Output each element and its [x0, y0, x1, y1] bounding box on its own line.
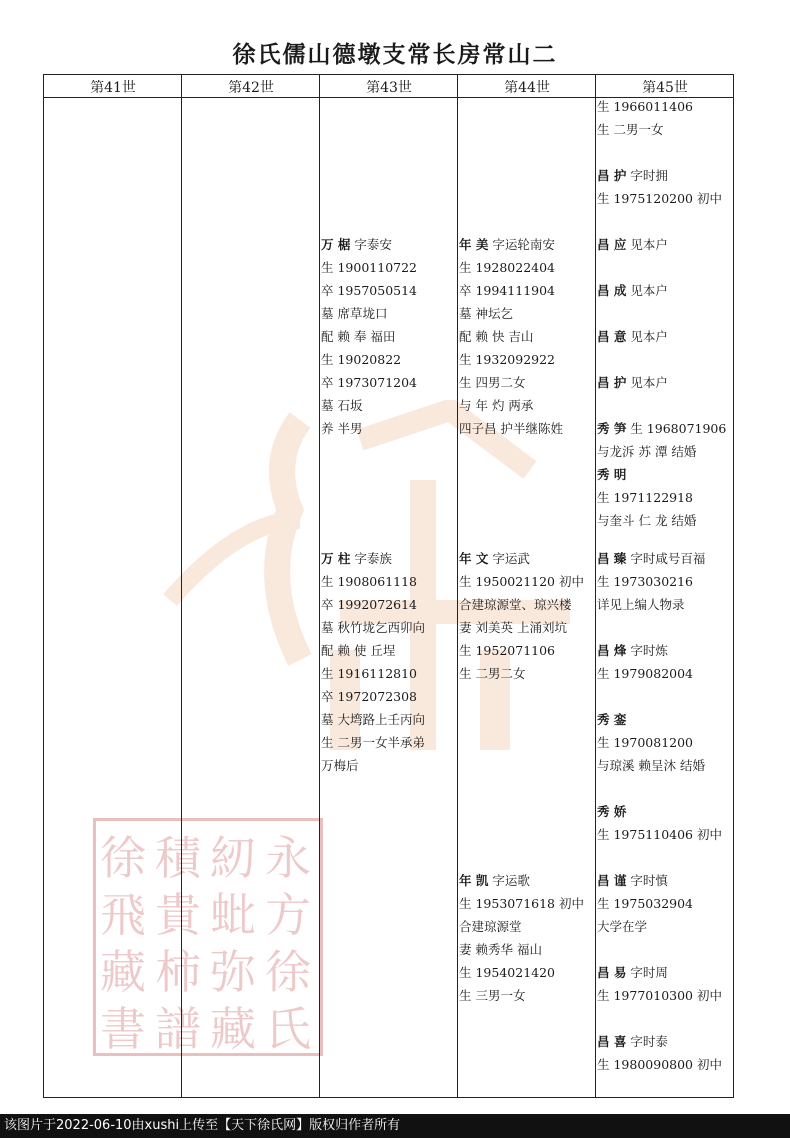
seal-glyph: 徐 [265, 945, 311, 999]
seal-glyph: 藏 [210, 1002, 256, 1056]
person-name: 昌 意 [597, 329, 627, 344]
entry-text: 墓 神坛乞 [459, 306, 513, 321]
entry-text: 合建琼源堂、琼兴楼 [459, 597, 572, 612]
col43-entry-line [321, 551, 392, 567]
col45-entry-line [597, 122, 663, 138]
entry-text: 卒 1972072308 [321, 689, 418, 704]
col44-entry-line [459, 597, 572, 613]
entry-text: 生 19020822 [321, 352, 402, 367]
entry-text: 生 1908061118 [321, 574, 418, 589]
col44-entry-line [459, 919, 522, 935]
entry-text: 生 1952071106 [459, 643, 556, 658]
col45-entry-line [597, 168, 668, 184]
col44-entry-line [459, 375, 525, 391]
header-gen-43: 第43世 [366, 80, 412, 96]
person-name: 秀 銮 [597, 712, 627, 727]
entry-text: 生 1970081200 [597, 735, 694, 750]
col43-entry-line [321, 620, 425, 636]
entry-text: 生 1932092922 [459, 352, 556, 367]
person-name: 年 文 [459, 551, 489, 566]
col44-entry-line [459, 352, 555, 368]
col44-entry-line [459, 283, 555, 299]
entry-text: 卒 1994111904 [459, 283, 556, 298]
col44-entry-line [459, 329, 533, 345]
entry-text: 墓 石坂 [321, 398, 363, 413]
genealogy-table [43, 74, 734, 1098]
entry-text: 字时炼 [626, 643, 668, 658]
col43-entry-line [321, 689, 417, 705]
entry-text: 与 年 灼 两承 [459, 398, 534, 413]
seal-glyph: 積 [155, 831, 201, 885]
person-name: 万 椐 [321, 237, 351, 252]
seal-glyph: 氏 [265, 1002, 311, 1056]
entry-text: 生 1977010300 初中 [597, 988, 722, 1003]
seal-glyph: 藏 [100, 945, 146, 999]
person-name: 昌 易 [597, 965, 627, 980]
entry-text: 与琼溪 赖呈沐 结婚 [597, 758, 705, 773]
page-title: 徐氏儒山德墩支常长房常山二 [232, 41, 558, 68]
entry-text: 生 二男二女 [459, 666, 526, 681]
person-name: 年 美 [459, 237, 489, 252]
col45-entry-line [597, 597, 685, 613]
entry-text: 字时慎 [626, 873, 668, 888]
col45-entry-line [597, 873, 668, 889]
seal-glyph: 飛 [100, 888, 146, 942]
entry-text: 墓 席草垅口 [321, 306, 388, 321]
col45-entry-line [597, 574, 693, 590]
col44-entry-line [459, 551, 530, 567]
col45-entry-line [597, 490, 693, 506]
person-name: 昌 护 [597, 375, 627, 390]
person-name: 昌 护 [597, 168, 627, 183]
entry-text: 生 1968071906 [626, 421, 727, 436]
col44-entry-line [459, 873, 530, 889]
col45-entry-line [597, 444, 696, 460]
entry-text: 配 赖 使 丘埕 [321, 643, 396, 658]
col43-entry-line [321, 283, 417, 299]
person-name: 昌 烽 [597, 643, 627, 658]
entry-text: 四子昌 护半继陈姓 [459, 421, 563, 436]
col45-entry-line [597, 329, 668, 345]
col44-entry-line [459, 965, 555, 981]
entry-text: 生 1979082004 [597, 666, 694, 681]
col43-entry-line [321, 260, 417, 276]
person-name: 万 柱 [321, 551, 351, 566]
entry-text: 生 1975110406 初中 [597, 827, 722, 842]
entry-text: 万梅后 [321, 758, 359, 773]
col44-entry-line [459, 574, 584, 590]
header-gen-42: 第42世 [228, 80, 274, 96]
col43-entry-line [321, 421, 362, 437]
entry-text: 卒 1973071204 [321, 375, 418, 390]
seal-glyph: 紉 [210, 831, 256, 885]
col45-entry-line [597, 896, 693, 912]
col44-entry-line [459, 237, 555, 253]
entry-text: 生 三男一女 [459, 988, 526, 1003]
col44-entry-line [459, 260, 555, 276]
seal-glyph: 書 [100, 1002, 146, 1056]
column-divider [319, 75, 320, 1097]
entry-text: 配 赖 快 吉山 [459, 329, 534, 344]
person-name: 昌 谨 [597, 873, 627, 888]
col43-entry-line [321, 237, 392, 253]
column-divider [595, 75, 596, 1097]
person-name: 昌 臻 [597, 551, 627, 566]
seal-glyph: 蚍 [210, 888, 256, 942]
col45-entry-line [597, 965, 668, 981]
col43-entry-line [321, 758, 359, 774]
seal-glyph: 柿 [155, 945, 201, 999]
entry-text: 合建琼源堂 [459, 919, 522, 934]
entry-text: 生 1954021420 [459, 965, 556, 980]
entry-text: 墓 大塆路上壬丙向 [321, 712, 425, 727]
col45-entry-line [597, 1034, 668, 1050]
col44-entry-line [459, 398, 533, 414]
person-name: 昌 成 [597, 283, 627, 298]
seal-glyph: 弥 [210, 945, 256, 999]
col43-entry-line [321, 643, 395, 659]
col43-entry-line [321, 306, 387, 322]
col44-entry-line [459, 666, 525, 682]
seal-glyph: 譜 [155, 1002, 201, 1056]
entry-text: 生 1900110722 [321, 260, 418, 275]
entry-text: 卒 1992072614 [321, 597, 418, 612]
col43-entry-line [321, 597, 417, 613]
entry-text: 妻 刘美英 上涌刘坑 [459, 620, 567, 635]
col44-entry-line [459, 988, 525, 1004]
entry-text: 生 二男一女半承弟 [321, 735, 425, 750]
entry-text: 与龙泝 苏 潭 结婚 [597, 444, 697, 459]
entry-text: 生 1971122918 [597, 490, 694, 505]
col45-entry-line [597, 283, 668, 299]
header-gen-45: 第45世 [642, 80, 688, 96]
entry-text: 生 1953071618 初中 [459, 896, 584, 911]
seal-glyph: 永 [265, 831, 311, 885]
entry-text: 生 1950021120 初中 [459, 574, 584, 589]
entry-text: 生 二男一女 [597, 122, 664, 137]
entry-text: 生 1975120200 初中 [597, 191, 722, 206]
col45-entry-line [597, 191, 722, 207]
entry-text: 与奎斗 仁 龙 结婚 [597, 513, 697, 528]
col44-entry-line [459, 643, 555, 659]
column-divider [181, 75, 182, 1097]
col45-entry-line [597, 551, 705, 567]
column-divider [457, 75, 458, 1097]
person-name: 昌 应 [597, 237, 627, 252]
header-gen-41: 第41世 [90, 80, 136, 96]
entry-text: 生 1966011406 [597, 99, 694, 114]
col44-entry-line [459, 942, 542, 958]
col45-entry-line [597, 988, 722, 1004]
col44-entry-line [459, 306, 513, 322]
entry-text: 字时泰 [626, 1034, 668, 1049]
person-name: 秀 明 [597, 467, 627, 482]
entry-text: 生 1980090800 初中 [597, 1057, 722, 1072]
entry-text: 大学在学 [597, 919, 648, 934]
person-name: 秀 笋 [597, 421, 627, 436]
col43-entry-line [321, 712, 425, 728]
entry-text: 字时拥 [626, 168, 668, 183]
person-name: 昌 喜 [597, 1034, 627, 1049]
entry-text: 字时周 [626, 965, 668, 980]
col45-entry-line [597, 421, 726, 437]
col45-entry-line [597, 513, 696, 529]
col45-entry-line [597, 99, 693, 115]
entry-text: 生 1928022404 [459, 260, 556, 275]
col45-entry-line [597, 758, 705, 774]
col45-entry-line [597, 375, 668, 391]
col45-entry-line [597, 643, 668, 659]
header-gen-44: 第44世 [504, 80, 550, 96]
col43-entry-line [321, 329, 395, 345]
entry-text: 字泰安 [350, 237, 392, 252]
entry-text: 字泰族 [350, 551, 392, 566]
col43-entry-line [321, 352, 401, 368]
entry-text: 字时咸号百福 [626, 551, 706, 566]
col43-entry-line [321, 666, 417, 682]
col45-entry-line [597, 712, 626, 728]
entry-text: 生 1916112810 [321, 666, 418, 681]
entry-text: 见本户 [626, 237, 668, 252]
col45-entry-line [597, 919, 647, 935]
col45-entry-line [597, 735, 693, 751]
entry-text: 详见上编人物录 [597, 597, 685, 612]
entry-text: 配 赖 奉 福田 [321, 329, 396, 344]
col45-entry-line [597, 1057, 722, 1073]
col45-entry-line [597, 666, 693, 682]
person-name: 年 凯 [459, 873, 489, 888]
entry-text: 见本户 [626, 375, 668, 390]
person-name: 秀 娇 [597, 804, 627, 819]
entry-text: 字运歌 [488, 873, 530, 888]
entry-text: 字运武 [488, 551, 530, 566]
entry-text: 墓 秋竹垅乞西卯向 [321, 620, 425, 635]
seal-glyph: 貴 [155, 888, 201, 942]
entry-text: 卒 1957050514 [321, 283, 418, 298]
entry-text: 字运轮南安 [488, 237, 555, 252]
seal-glyph: 方 [265, 888, 311, 942]
col43-entry-line [321, 574, 417, 590]
col43-entry-line [321, 398, 362, 414]
entry-text: 养 半男 [321, 421, 363, 436]
col43-entry-line [321, 735, 425, 751]
col43-entry-line [321, 375, 417, 391]
col45-entry-line [597, 804, 626, 820]
col45-entry-line [597, 237, 668, 253]
col44-entry-line [459, 896, 584, 912]
entry-text: 生 1973030216 [597, 574, 694, 589]
col45-entry-line [597, 827, 722, 843]
seal-glyph: 徐 [100, 831, 146, 885]
col44-entry-line [459, 620, 567, 636]
col44-entry-line [459, 421, 563, 437]
entry-text: 见本户 [626, 329, 668, 344]
entry-text: 生 1975032904 [597, 896, 694, 911]
col45-entry-line [597, 467, 626, 483]
upload-footer: 该图片于2022-06-10由xushi上传至【天下徐氏网】版权归作者所有 [0, 1114, 790, 1138]
entry-text: 见本户 [626, 283, 668, 298]
entry-text: 妻 赖秀华 福山 [459, 942, 542, 957]
entry-text: 生 四男二女 [459, 375, 526, 390]
